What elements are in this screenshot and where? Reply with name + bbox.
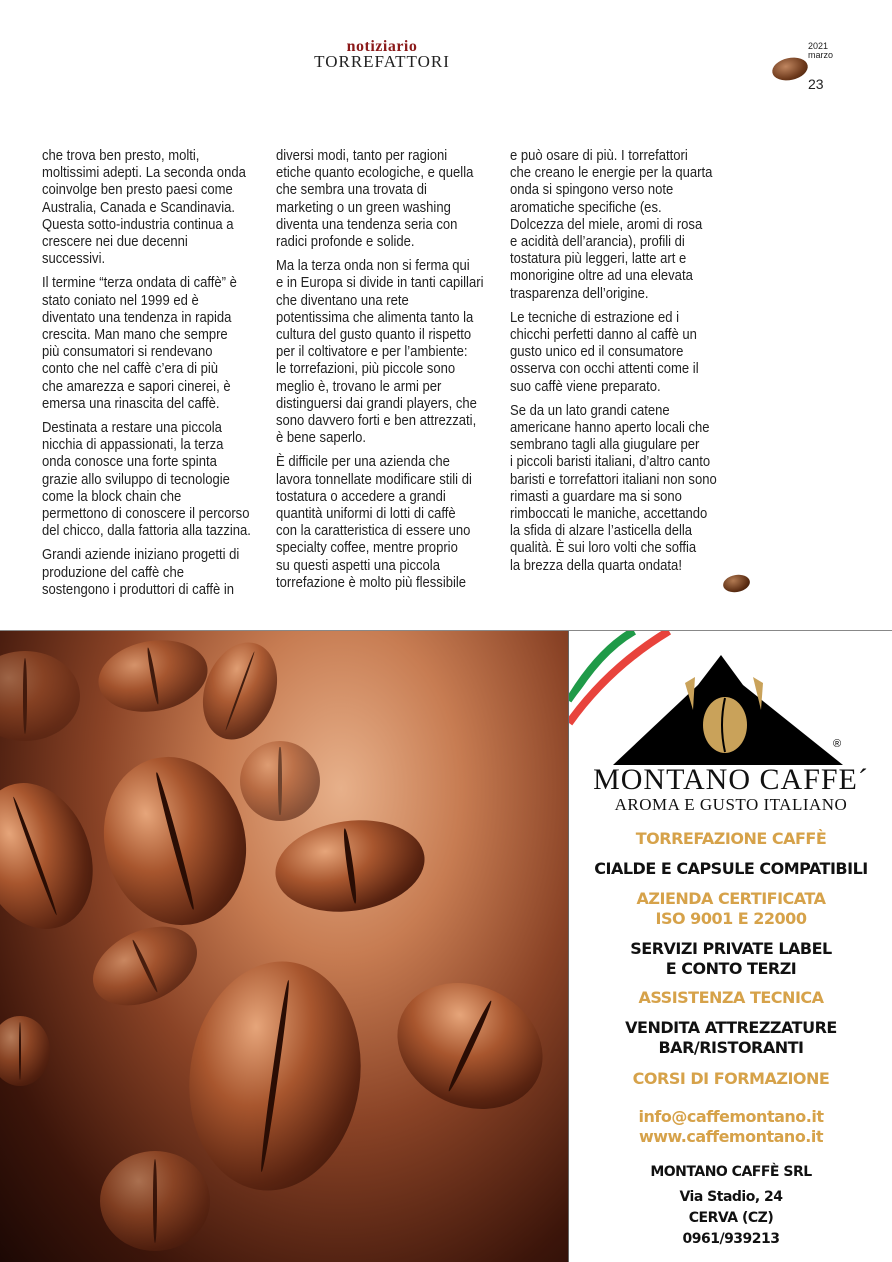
article-column-3 — [510, 147, 723, 581]
paragraph: Il termine “terza ondata di caffè” è stato coniato nel 1999 ed è diventato una tendenza in rapida crescita. Man mano che sempre più consumatori si rendevano conto che nel caffè c’era di più che amarezza e sapori cinerei, è emersa una rinascita del caffè. — [42, 274, 237, 412]
magazine-masthead — [312, 40, 452, 70]
ad-certification: AZIENDA CERTIFICATA ISO 9001 E 22000 — [636, 889, 826, 928]
masthead-small: notiziario — [346, 38, 418, 55]
brand-name: MONTANO CAFFE´ — [593, 763, 869, 796]
masthead-title: TORREFATTORI — [314, 52, 450, 71]
ad-address: Via Stadio, 24 CERVA (CZ) 0961/939213 — [679, 1189, 783, 1247]
paragraph: e può osare di più. I torrefattori che creano le energie per la quarta onda si spingono verso note aromatiche specifiche (es. Dolcezza del miele, aromi di rosa e acidità dell’arancia), profili di tostatura più leggeri, latte art e monorigine oltre ad una elevata trasparenza dell’origine. — [510, 147, 713, 302]
ad-service-line: SERVIZI PRIVATE LABEL E CONTO TERZI — [630, 939, 832, 978]
brand-tagline: AROMA E GUSTO ITALIANO — [614, 795, 848, 814]
issue-date — [808, 42, 833, 60]
ad-service-line: CORSI DI FORMAZIONE — [632, 1069, 830, 1088]
ad-service-line: CIALDE E CAPSULE COMPATIBILI — [594, 859, 868, 878]
ad-service-line: ASSISTENZA TECNICA — [638, 988, 824, 1007]
paragraph: È difficile per una azienda che lavora tonnellate modificare stili di tostatura o accedere a grandi quantità uniformi di lotti di caffè con la caratteristica di essere uno specialty coffee, mentre proprio su questi aspetti una piccola torrefazione è molto più flessibile — [276, 453, 472, 591]
article-column-2 — [276, 147, 489, 598]
montano-mountain-logo — [613, 655, 843, 775]
paragraph: diversi modi, tanto per ragioni etiche quanto ecologiche, e quella che sembra una trovata di marketing o un green washing diventa una tendenza seria con radici profonde e solide. — [276, 147, 474, 251]
paragraph: Destinata a restare una piccola nicchia di appassionati, la terza onda conosce una forte spinta grazie allo sviluppo di tecnologie come la block chain che permettono di conoscere il percorso del chicco, dalla fattoria alla tazzina. — [42, 419, 251, 540]
ad-service-line: VENDITA ATTREZZATURE BAR/RISTORANTI — [625, 1018, 837, 1057]
page-number: 23 — [808, 76, 824, 92]
paragraph: Se da un lato grandi catene americane hanno aperto locali che sembrano tagli alla giugulare per i piccoli baristi italiani, d’altro canto baristi e torrefattori italiani non sono rimasti a guardare ma si sono rimboccati le maniche, accettando la sfida di alzare l’asticella della qualità. È sui loro volti che soffia la brezza della quarta ondata! — [510, 401, 717, 574]
montano-caffe-advertisement — [568, 631, 892, 1262]
ad-service-line: TORREFAZIONE CAFFÈ — [635, 829, 827, 848]
paragraph: Grandi aziende iniziano progetti di produzione del caffè che sostengono i produttori di caffè in — [42, 546, 240, 598]
paragraph: Ma la terza onda non si ferma qui e in Europa si divide in tanti capillari che diventano una rete potentissima che alimenta tanto la cultura del gusto quanto il rispetto per il coltivatore e per l’ambiente: le torrefazioni, più piccole sono meglio è, trovano le armi per distinguersi dai grandi players, che sono davvero forti e ben attrezzati, è bene saperlo. — [276, 257, 484, 447]
issue-month: marzo — [808, 50, 834, 60]
coffee-beans-photo — [0, 631, 568, 1262]
paragraph: Le tecniche di estrazione ed i chicchi perfetti danno al caffè un gusto unico ed il consumatore osserva con occhi attenti come il suo caffè viene preparato. — [510, 308, 699, 395]
ad-contact-links[interactable]: info@caffemontano.it www.caffemontano.it — [638, 1107, 824, 1146]
end-mark-bean-icon — [722, 573, 752, 594]
issue-year: 2021 — [808, 41, 829, 51]
article-column-1 — [42, 147, 255, 605]
ad-company-name: MONTANO CAFFÈ SRL — [650, 1164, 812, 1180]
paragraph: che trova ben presto, molti, moltissimi adepti. La seconda onda coinvolge ben presto paesi come Australia, Canada e Scandinavia. Questa sotto-industria continua a crescere nei due decenni successivi. — [42, 147, 246, 268]
svg-text:®: ® — [833, 738, 842, 750]
coffee-bean-icon — [770, 54, 810, 83]
